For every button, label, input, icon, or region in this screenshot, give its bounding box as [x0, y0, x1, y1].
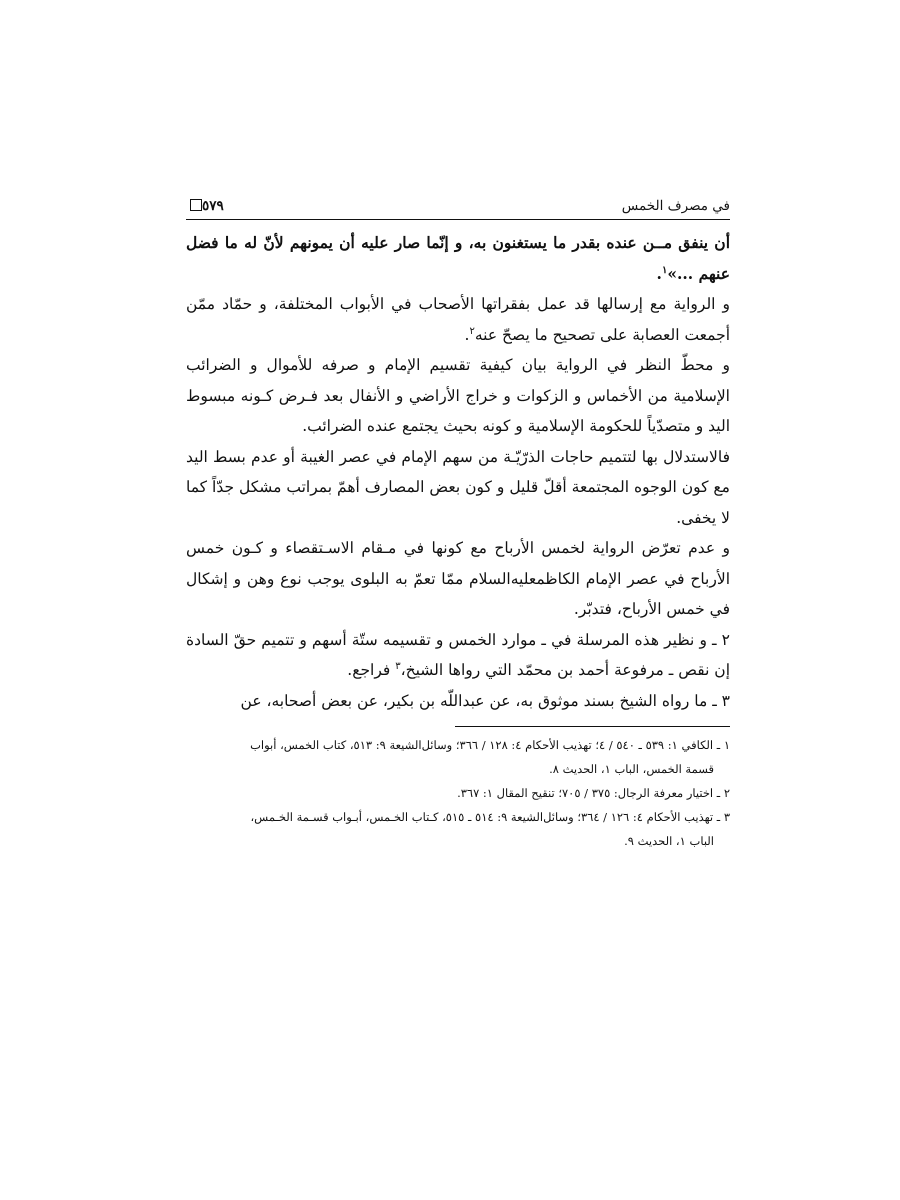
paragraph-text: أن ينفق مــن عنده بقدر ما يستغنون به، و إنّما صار عليه أن يمونهم لأنّ له ما فضل عنهم ...»	[186, 233, 730, 283]
paragraph: ٣ ـ ما رواه الشيخ بسند موثوق به، عن عبداللّه بن بكير، عن بعض أصحابه، عن	[240, 691, 730, 710]
paragraph-text: و الرواية مع إرسالها قد عمل بفقراتها الأصحاب في الأبواب المختلفة، و حمّاد ممّن أجمعت العصابة على تصحيح ما يصحّ عنه	[186, 295, 730, 344]
footnote-ref: ١	[661, 264, 668, 276]
body-text	[186, 228, 730, 716]
paragraph-tail: .	[656, 263, 662, 283]
page-number	[186, 193, 224, 219]
footnote: ٣ ـ تهذيب الأحكام ٤: ١٢٦ / ٣٦٤؛ وسائل‌الشيعة ٩: ٥١٤ ـ ٥١٥، كـتاب الخـمس، أبـواب قسـمة الخـمس،	[250, 810, 730, 824]
footnote-continuation: الباب ١، الحديث ٩.	[624, 834, 714, 848]
paragraph-text: ٢ ـ و نظير هذه المرسلة في ـ موارد الخمس و تقسيمه ستّة أسهم و تتميم حقّ السادة إن نقص ـ مرفوعة أحمد بن محمّد التي رواها الشيخ،	[186, 630, 730, 679]
paragraph	[186, 228, 730, 289]
page-number-value: ٥٧٩	[202, 198, 224, 214]
running-title: في مصرف الخمس	[621, 198, 730, 214]
paragraph: و محطّ النظر في الرواية بيان كيفية تقسيم الإمام و صرفه للأموال و الضرائب الإسلامية من الأخماس و الزكوات و خراج الأراضي و الأنفال بعد فـرض كـونه مبسوط اليد و متصدّياً للحكومة الإسلامية و كونه بحيث يجتمع عنده الضرائب.	[186, 356, 730, 435]
page	[186, 193, 730, 853]
header-rule	[186, 219, 730, 220]
paragraph	[186, 289, 730, 350]
footnote-rule	[455, 726, 730, 727]
paragraph: فالاستدلال بها لتتميم حاجات الذرّيّـة من سهم الإمام في عصر الغيبة أو عدم بسط اليد مع كون الوجوه المجتمعة أقلّ قليل و كون بعض المصارف أهمّ بمراتب مشكل جدّاً كما لا يخفى.	[186, 447, 730, 527]
footnote-ref: ٣	[395, 660, 401, 672]
footnotes	[186, 733, 730, 853]
paragraph-tail: فراجع.	[347, 661, 396, 679]
paragraph: و عدم تعرّض الرواية لخمس الأرباح مع كونها في مـقام الاسـتقصاء و كـون خمس الأرباح في عصر الإمام الكاظمعليه‌السلام ممّا تعمّ به البلوى يوجب نوع وهن و إشكال في خمس الأرباح، فتدبّر.	[186, 539, 730, 618]
running-header	[186, 193, 730, 219]
footnote-ref: ٢	[469, 325, 475, 337]
paragraph	[186, 625, 730, 686]
footnote: ١ ـ الكافي ١: ٥٣٩ ـ ٥٤٠ / ٤؛ تهذيب الأحكام ٤: ١٢٨ / ٣٦٦؛ وسائل‌الشيعة ٩: ٥١٣، كتاب الخمس، أبواب	[250, 738, 730, 752]
footnote-continuation: قسمة الخمس، الباب ١، الحديث ٨.	[549, 762, 714, 776]
paragraph-tail: .	[464, 325, 470, 344]
footnote: ٢ ـ اختيار معرفة الرجال: ٣٧٥ / ٧٠٥؛ تنقيح المقال ١: ٣٦٧.	[457, 786, 730, 800]
square-icon	[190, 199, 202, 211]
